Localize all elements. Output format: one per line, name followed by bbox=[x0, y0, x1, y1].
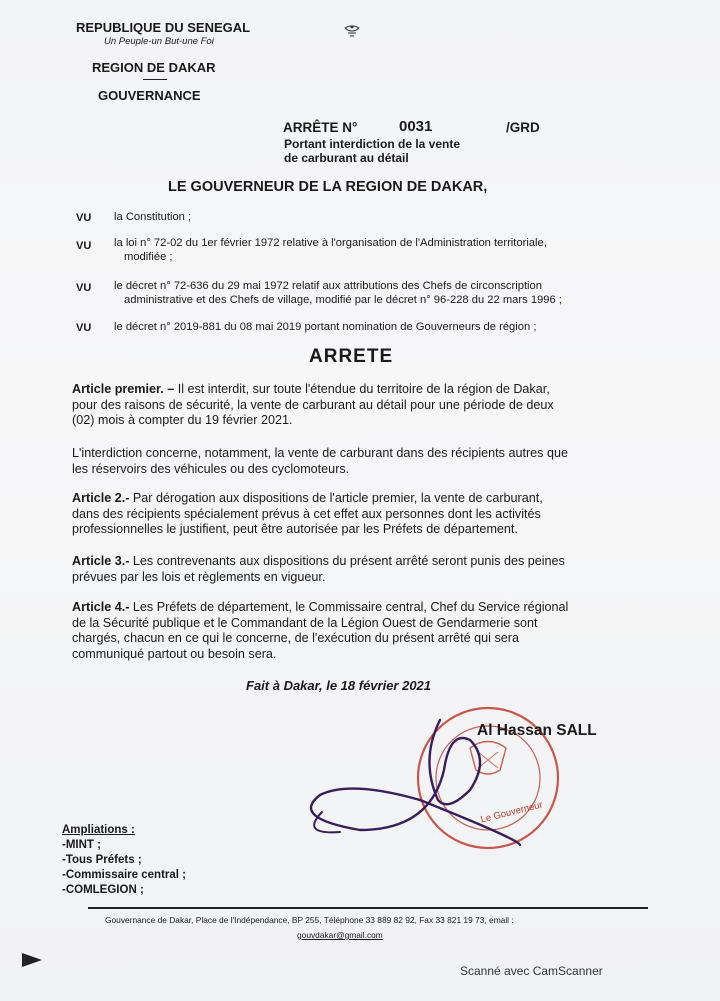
arrete-heading: ARRETE bbox=[309, 346, 394, 367]
vu-line: la loi n° 72-02 du 1er février 1972 relative à l'organisation de l'Administration territoriale, bbox=[114, 237, 547, 249]
decree-suffix: /GRD bbox=[506, 120, 540, 135]
place-date: Fait à Dakar, le 18 février 2021 bbox=[246, 678, 432, 693]
signatory-name: Al Hassan SALL bbox=[477, 722, 597, 739]
scanner-watermark: Scanné avec CamScanner bbox=[460, 964, 603, 978]
article-line: dans des récipients spécialement prévus à cet effet aux personnes dont les activités bbox=[72, 506, 541, 521]
footer-address: Gouvernance de Dakar, Place de l'Indépendance, BP 255, Téléphone 33 889 82 92, Fax 33 821 19 73, email : bbox=[105, 915, 514, 925]
article-line: Les Préfets de département, le Commissaire central, Chef du Service régional bbox=[132, 600, 569, 614]
stamp-text: Le Gouverneur bbox=[479, 799, 544, 826]
article-line: Par dérogation aux dispositions de l'article premier, la vente de carburant, bbox=[132, 491, 543, 505]
article-title: Article premier. – bbox=[72, 382, 175, 396]
ampliation-item: -MINT ; bbox=[62, 839, 101, 851]
decree-label: ARRÊTE N° bbox=[283, 120, 358, 135]
article-line: L'interdiction concerne, notamment, la vente de carburant dans des récipients autres que bbox=[72, 446, 568, 460]
ampliations-heading: Ampliations : bbox=[62, 824, 135, 836]
decree-subject-line2: de carburant au détail bbox=[284, 151, 409, 165]
office-name: GOUVERNANCE bbox=[98, 88, 201, 103]
article-line: Les contrevenants aux dispositions du présent arrêté seront punis des peines bbox=[132, 554, 565, 568]
national-motto: Un Peuple-un But-une Foi bbox=[104, 36, 214, 47]
article-title: Article 4.- bbox=[72, 600, 130, 614]
article-line: prévues par les lois et règlements en vigueur. bbox=[72, 569, 326, 584]
vu-line: la Constitution ; bbox=[114, 211, 192, 223]
decree-subject-line1: Portant interdiction de la vente bbox=[284, 137, 461, 151]
ampliation-item: -COMLEGION ; bbox=[62, 884, 144, 896]
article-title: Article 3.- bbox=[72, 554, 130, 568]
article-line: de la Sécurité publique et le Commandant de la Légion Ouest de Gendarmerie sont bbox=[72, 615, 538, 630]
region-name: REGION DE DAKAR bbox=[92, 60, 216, 75]
vu-label: VU bbox=[76, 282, 92, 294]
article-line: communiqué partout ou besoin sera. bbox=[72, 646, 277, 661]
arrow-icon bbox=[22, 953, 42, 967]
article-line: Il est interdit, sur toute l'étendue du territoire de la région de Dakar, bbox=[177, 382, 550, 396]
article-line: les réservoirs des véhicules ou des cyclomoteurs. bbox=[72, 461, 350, 476]
ampliation-item: -Tous Préfets ; bbox=[62, 854, 142, 866]
country-name: REPUBLIQUE DU SENEGAL bbox=[76, 20, 251, 35]
footer-rule bbox=[88, 907, 648, 909]
article-line: professionnelles le justifient, peut être autorisée par les Préfets de département. bbox=[72, 522, 518, 536]
decree-number: 0031 bbox=[399, 118, 433, 135]
article-line: chargés, chacun en ce qui le concerne, de l'exécution du présent arrêté qui sera bbox=[72, 631, 519, 645]
vu-label: VU bbox=[76, 322, 92, 334]
vu-line: modifiée ; bbox=[124, 251, 173, 263]
issuer-title: LE GOUVERNEUR DE LA REGION DE DAKAR, bbox=[168, 179, 488, 195]
vu-line: le décret n° 72-636 du 29 mai 1972 relatif aux attributions des Chefs de circonscription bbox=[114, 280, 542, 292]
vu-label: VU bbox=[76, 212, 92, 224]
footer-email: gouvdakar@gmail.com bbox=[297, 930, 383, 940]
vu-line: le décret n° 2019-881 du 08 mai 2019 portant nomination de Gouverneurs de région ; bbox=[114, 321, 537, 333]
article-line: pour des raisons de sécurité, la vente de carburant au détail pour une période de deux bbox=[72, 397, 554, 412]
vu-line: administrative et des Chefs de village, modifié par le décret n° 96-228 du 22 mars 1996 ; bbox=[124, 294, 562, 306]
vu-label: VU bbox=[76, 240, 92, 252]
article-title: Article 2.- bbox=[72, 491, 130, 505]
article-line: (02) mois à compter du 19 février 2021. bbox=[72, 413, 293, 427]
ampliation-item: -Commissaire central ; bbox=[62, 869, 186, 881]
